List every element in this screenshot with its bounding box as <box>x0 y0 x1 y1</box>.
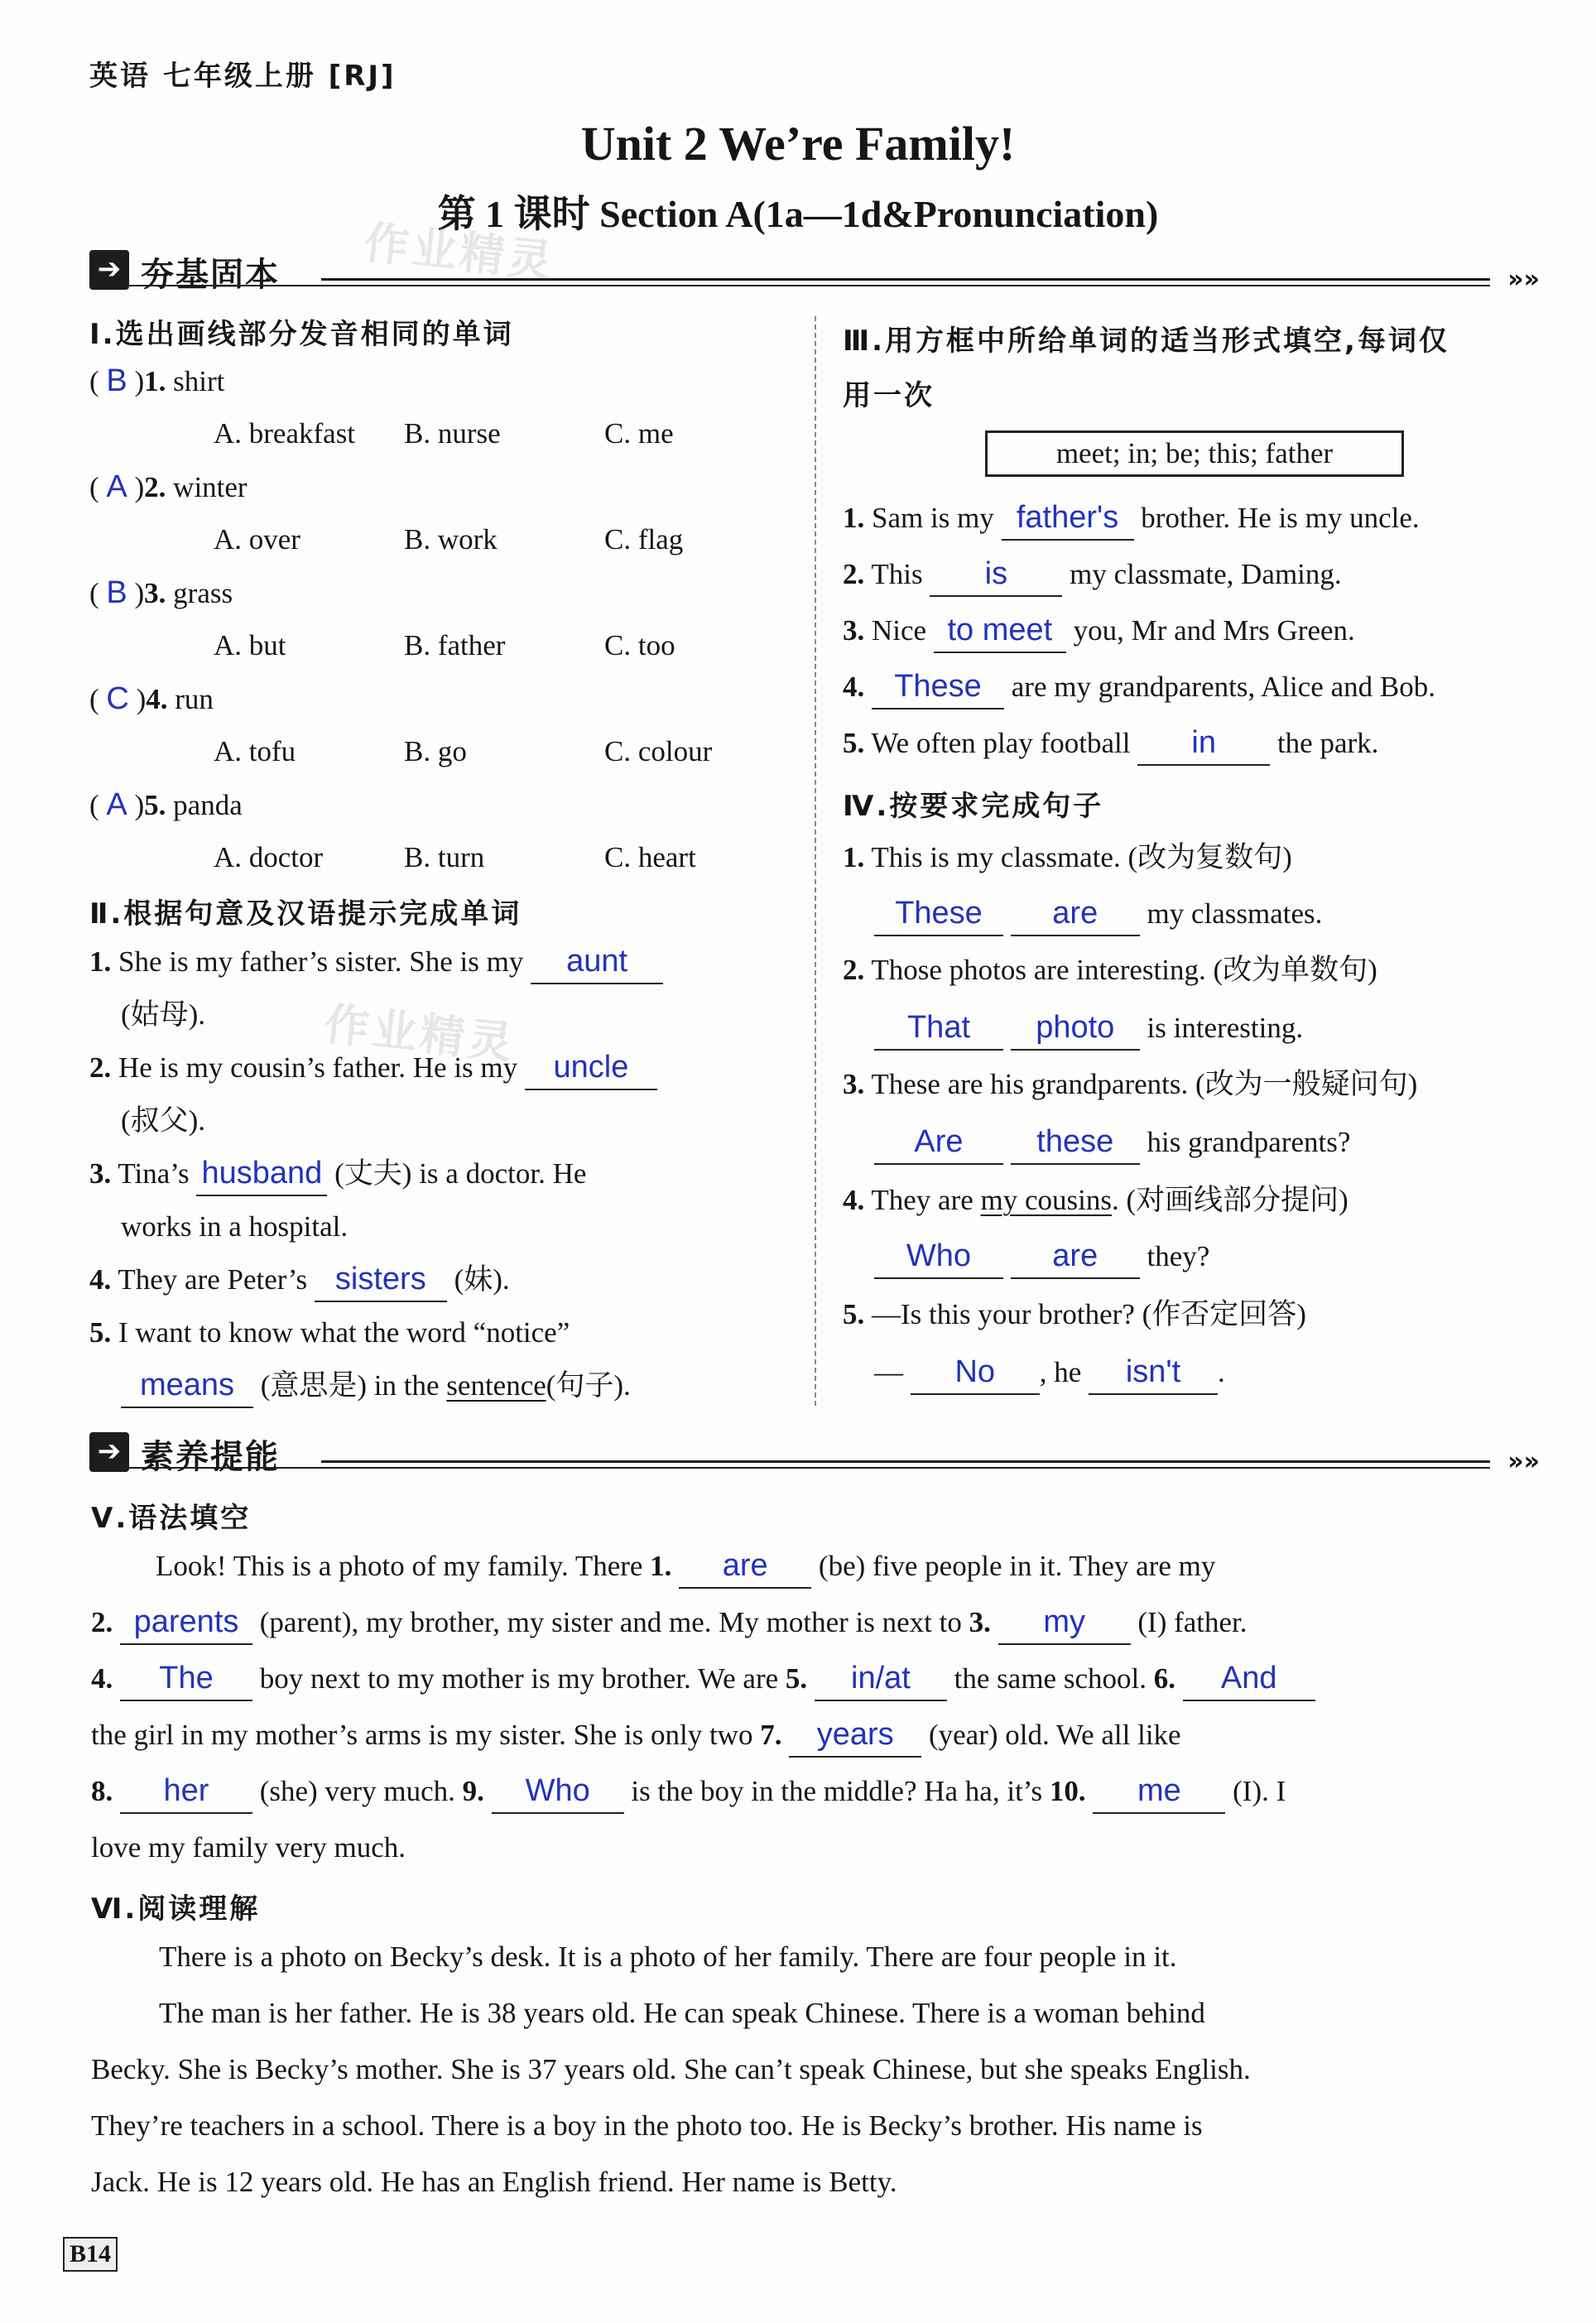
s4-q2: 2. Those photos are interesting. (改为单数句) <box>843 954 1377 986</box>
s4-q1: 1. This is my classmate. (改为复数句) <box>843 841 1292 873</box>
reading-p2-l1: The man is her father. He is 38 years old. He can speak Chinese. There is a woman behind <box>159 1997 1205 2029</box>
section-2-title: Ⅱ.根据句意及汉语提示完成单词 <box>89 897 522 931</box>
banner-basic <box>89 245 1540 295</box>
q5-option-c: C. heart <box>604 841 696 873</box>
q1-option-b: B. nurse <box>404 417 501 450</box>
section-3-title: Ⅲ.用方框中所给单词的适当形式填空,每词仅 <box>843 325 1449 358</box>
s4-q4-ans: Who are they? <box>874 1238 1209 1279</box>
q4-row: ( C )4. run <box>89 681 214 716</box>
s2-q3-cont: works in a hospital. <box>121 1210 349 1243</box>
banner-title: 素养提能 <box>141 1438 280 1476</box>
s5-line1: Look! This is a photo of my family. There 1. are (be) five people in it. They are my <box>156 1548 1215 1589</box>
s3-q1: 1. Sam is my father's brother. He is my uncle. <box>843 500 1420 541</box>
banner-ability <box>89 1427 1540 1477</box>
q4-option-a: A. tofu <box>214 735 296 767</box>
divider <box>321 1460 1490 1463</box>
watermark: 作业精灵 <box>321 998 519 1070</box>
s2-q4: 4. They are Peter’s sisters (妹). <box>89 1262 510 1302</box>
q2-option-c: C. flag <box>604 523 684 556</box>
s5-line6: love my family very much. <box>91 1831 406 1864</box>
q3-option-b: B. father <box>404 629 506 661</box>
s2-q2-hint: (叔父). <box>121 1104 206 1137</box>
s4-q2-ans: That photo is interesting. <box>874 1010 1303 1051</box>
reading-p2-l2: Becky. She is Becky’s mother. She is 37 years old. She can’t speak Chinese, but she speaks English. <box>91 2053 1251 2085</box>
s3-q4: 4. These are my grandparents, Alice and Bob. <box>843 669 1435 709</box>
q4-option-b: B. go <box>404 735 467 767</box>
arrow-icon: ➔ <box>89 1432 129 1472</box>
q5-option-b: B. turn <box>404 841 485 873</box>
s2-q2: 2. He is my cousin’s father. He is my uncle <box>89 1050 657 1090</box>
section-4-title: Ⅳ.按要求完成句子 <box>843 790 1104 823</box>
q2-row: ( A )2. winter <box>89 469 248 504</box>
banner-title: 夯基固本 <box>141 256 280 294</box>
s4-q5-ans: — No , he isn't . <box>874 1354 1225 1395</box>
reading-p1: There is a photo on Becky’s desk. It is a photo of her family. There are four people in it. <box>159 1941 1177 1973</box>
s4-q3-ans: Are these his grandparents? <box>874 1124 1350 1165</box>
q3-option-c: C. too <box>604 629 675 661</box>
section-5-title: Ⅴ.语法填空 <box>91 1502 252 1535</box>
book-header: 英语 七年级上册 [RJ] <box>89 60 397 93</box>
reading-p2-l3: They’re teachers in a school. There is a boy in the photo too. He is Becky’s brother. His name is <box>91 2109 1203 2142</box>
section-3-title-cont: 用一次 <box>843 379 935 412</box>
section-6-title: Ⅵ.阅读理解 <box>91 1893 261 1926</box>
chevrons-icon: »» <box>1507 1447 1540 1476</box>
q2-option-a: A. over <box>214 523 300 556</box>
q5-option-a: A. doctor <box>214 841 324 873</box>
s5-line4: the girl in my mother’s arms is my sister. She is only two 7. years (year) old. We all like <box>91 1717 1181 1758</box>
reading-p2-l4: Jack. He is 12 years old. He has an English friend. Her name is Betty. <box>91 2166 897 2198</box>
q1-option-c: C. me <box>604 417 674 450</box>
s3-q3: 3. Nice to meet you, Mr and Mrs Green. <box>843 613 1355 653</box>
divider <box>89 1467 1490 1469</box>
q1-option-a: A. breakfast <box>214 417 356 450</box>
q2-option-b: B. work <box>404 523 498 556</box>
q3-row: ( B )3. grass <box>89 575 233 610</box>
s4-q4: 4. They are my cousins. (对画线部分提问) <box>843 1184 1348 1216</box>
watermark: 作业精灵 <box>361 216 559 288</box>
divider <box>89 285 1490 286</box>
unit-title: Unit 2 We’re Family! <box>580 117 1016 171</box>
s2-q5-cont: means (意思是) in the sentence(句子). <box>121 1368 631 1408</box>
q3-option-a: A. but <box>214 629 286 661</box>
s5-line5: 8. her (she) very much. 9. Who is the boy in the middle? Ha ha, it’s 10. me (I). I <box>91 1773 1286 1814</box>
lesson-title: 第 1 课时 Section A(1a—1d&Pronunciation) <box>437 193 1159 235</box>
s5-line3: 4. The boy next to my mother is my brother. We are 5. in/at the same school. 6. And <box>91 1661 1315 1701</box>
divider <box>321 278 1490 281</box>
q1-row: ( B )1. shirt <box>89 363 225 398</box>
s2-q3: 3. Tina’s husband (丈夫) is a doctor. He <box>89 1156 586 1196</box>
s5-line2: 2. parents (parent), my brother, my sister and me. My mother is next to 3. my (I) father. <box>91 1604 1247 1645</box>
s2-q5: 5. I want to know what the word “notice” <box>89 1316 570 1349</box>
s4-q5: 5. —Is this your brother? (作否定回答) <box>843 1298 1306 1330</box>
s4-q3: 3. These are his grandparents. (改为一般疑问句) <box>843 1068 1418 1100</box>
word-box: meet; in; be; this; father <box>985 430 1404 477</box>
arrow-icon: ➔ <box>89 250 129 290</box>
q5-row: ( A )5. panda <box>89 787 243 822</box>
s3-q2: 2. This is my classmate, Daming. <box>843 556 1342 597</box>
section-1-title: Ⅰ.选出画线部分发音相同的单词 <box>89 318 514 351</box>
q4-option-c: C. colour <box>604 735 713 767</box>
s2-q1-hint: (姑母). <box>121 998 206 1031</box>
s4-q1-ans: These are my classmates. <box>874 896 1322 936</box>
chevrons-icon: »» <box>1507 265 1540 294</box>
column-divider <box>815 316 816 1406</box>
s3-q5: 5. We often play football in the park. <box>843 725 1378 766</box>
s2-q1: 1. She is my father’s sister. She is my aunt <box>89 944 663 984</box>
page-number: B14 <box>63 2237 118 2272</box>
